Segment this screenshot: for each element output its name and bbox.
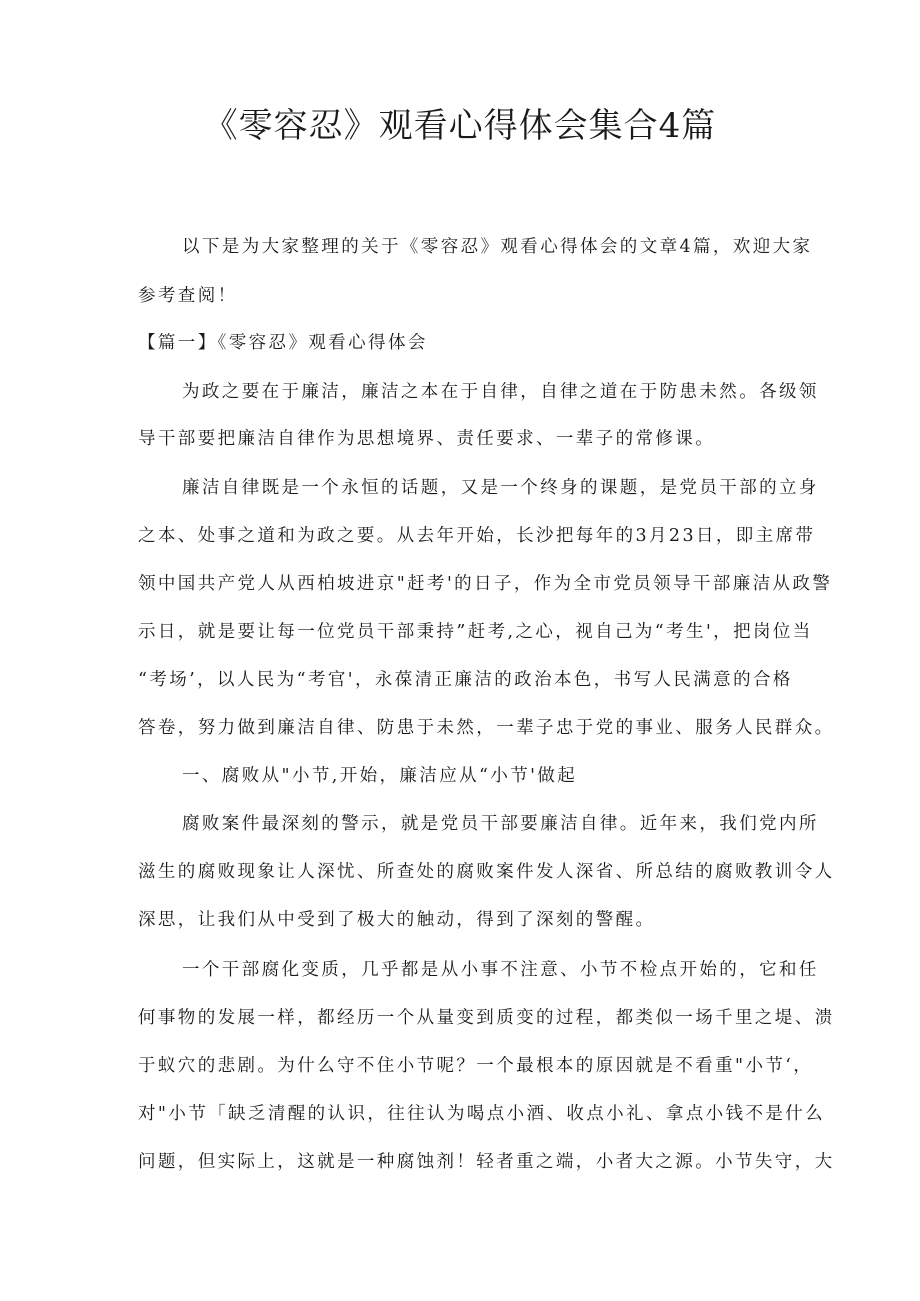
paragraph-1-line-1: 为政之要在于廉洁，廉洁之本在于自律，自律之道在于防患未然。各级领 (182, 382, 819, 402)
intro-line-1: 以下是为大家整理的关于《零容忍》观看心得体会的文章4篇，欢迎大家 (182, 237, 813, 257)
paragraph-5-line-1: 一个干部腐化变质，几乎都是从小事不注意、小节不检点开始的，它和任 (182, 960, 819, 980)
document-title: 《零容忍》观看心得体会集合4篇 (203, 106, 717, 146)
paragraph-2-line-2: 之本、处事之道和为政之要。从去年开始，长沙把每年的3月23日，即主席带 (138, 526, 816, 546)
paragraph-5-line-3: 于蚁穴的悲剧。为什么守不住小节呢？一个最根本的原因就是不看重"小节‘， (138, 1056, 814, 1076)
intro-line-2: 参考查阅！ (138, 286, 238, 306)
paragraph-5-line-4: 对"小节「缺乏清醒的认识，往往认为喝点小酒、收点小礼、拿点小钱不是什么 (138, 1104, 826, 1124)
paragraph-5-line-2: 何事物的发展一样，都经历一个从量变到质变的过程，都类似一场千里之堤、溃 (138, 1008, 835, 1028)
paragraph-2-line-1: 廉洁自律既是一个永恒的话题，又是一个终身的课题，是党员干部的立身 (182, 478, 819, 498)
paragraph-4-line-2: 滋生的腐败现象让人深忧、所查处的腐败案件发人深省、所总结的腐败教训令人 (138, 862, 835, 882)
subheading-1: 一、腐败从"小节,开始，廉洁应从“小节'做起 (182, 766, 578, 786)
paragraph-2-line-5: “考场’，以人民为“考官'，永葆清正廉洁的政治本色，书写人民满意的合格 (138, 670, 793, 690)
paragraph-5-line-5: 问题，但实际上，这就是一种腐蚀剂！轻者重之端，小者大之源。小节失守，大 (138, 1152, 835, 1172)
paragraph-2-line-3: 领中国共产党人从西柏坡进京"赶考'的日子，作为全市党员领导干部廉洁从政警 (138, 574, 833, 594)
paragraph-2-line-6: 答卷，努力做到廉洁自律、防患于未然，一辈子忠于党的事业、服务人民群众。 (138, 718, 835, 738)
paragraph-2-line-4: 示日，就是要让每一位党员干部秉持”赶考,之心，视自己为“考生'，把岗位当 (138, 622, 813, 642)
section-heading: 【篇一】《零容忍》观看心得体会 (138, 333, 428, 353)
paragraph-1-line-2: 导干部要把廉洁自律作为思想境界、责任要求、一辈子的常修课。 (138, 429, 716, 449)
paragraph-4-line-3: 深思，让我们从中受到了极大的触动，得到了深刻的警醒。 (138, 910, 656, 930)
paragraph-4-line-1: 腐败案件最深刻的警示，就是党员干部要廉洁自律。近年来，我们党内所 (182, 814, 819, 834)
